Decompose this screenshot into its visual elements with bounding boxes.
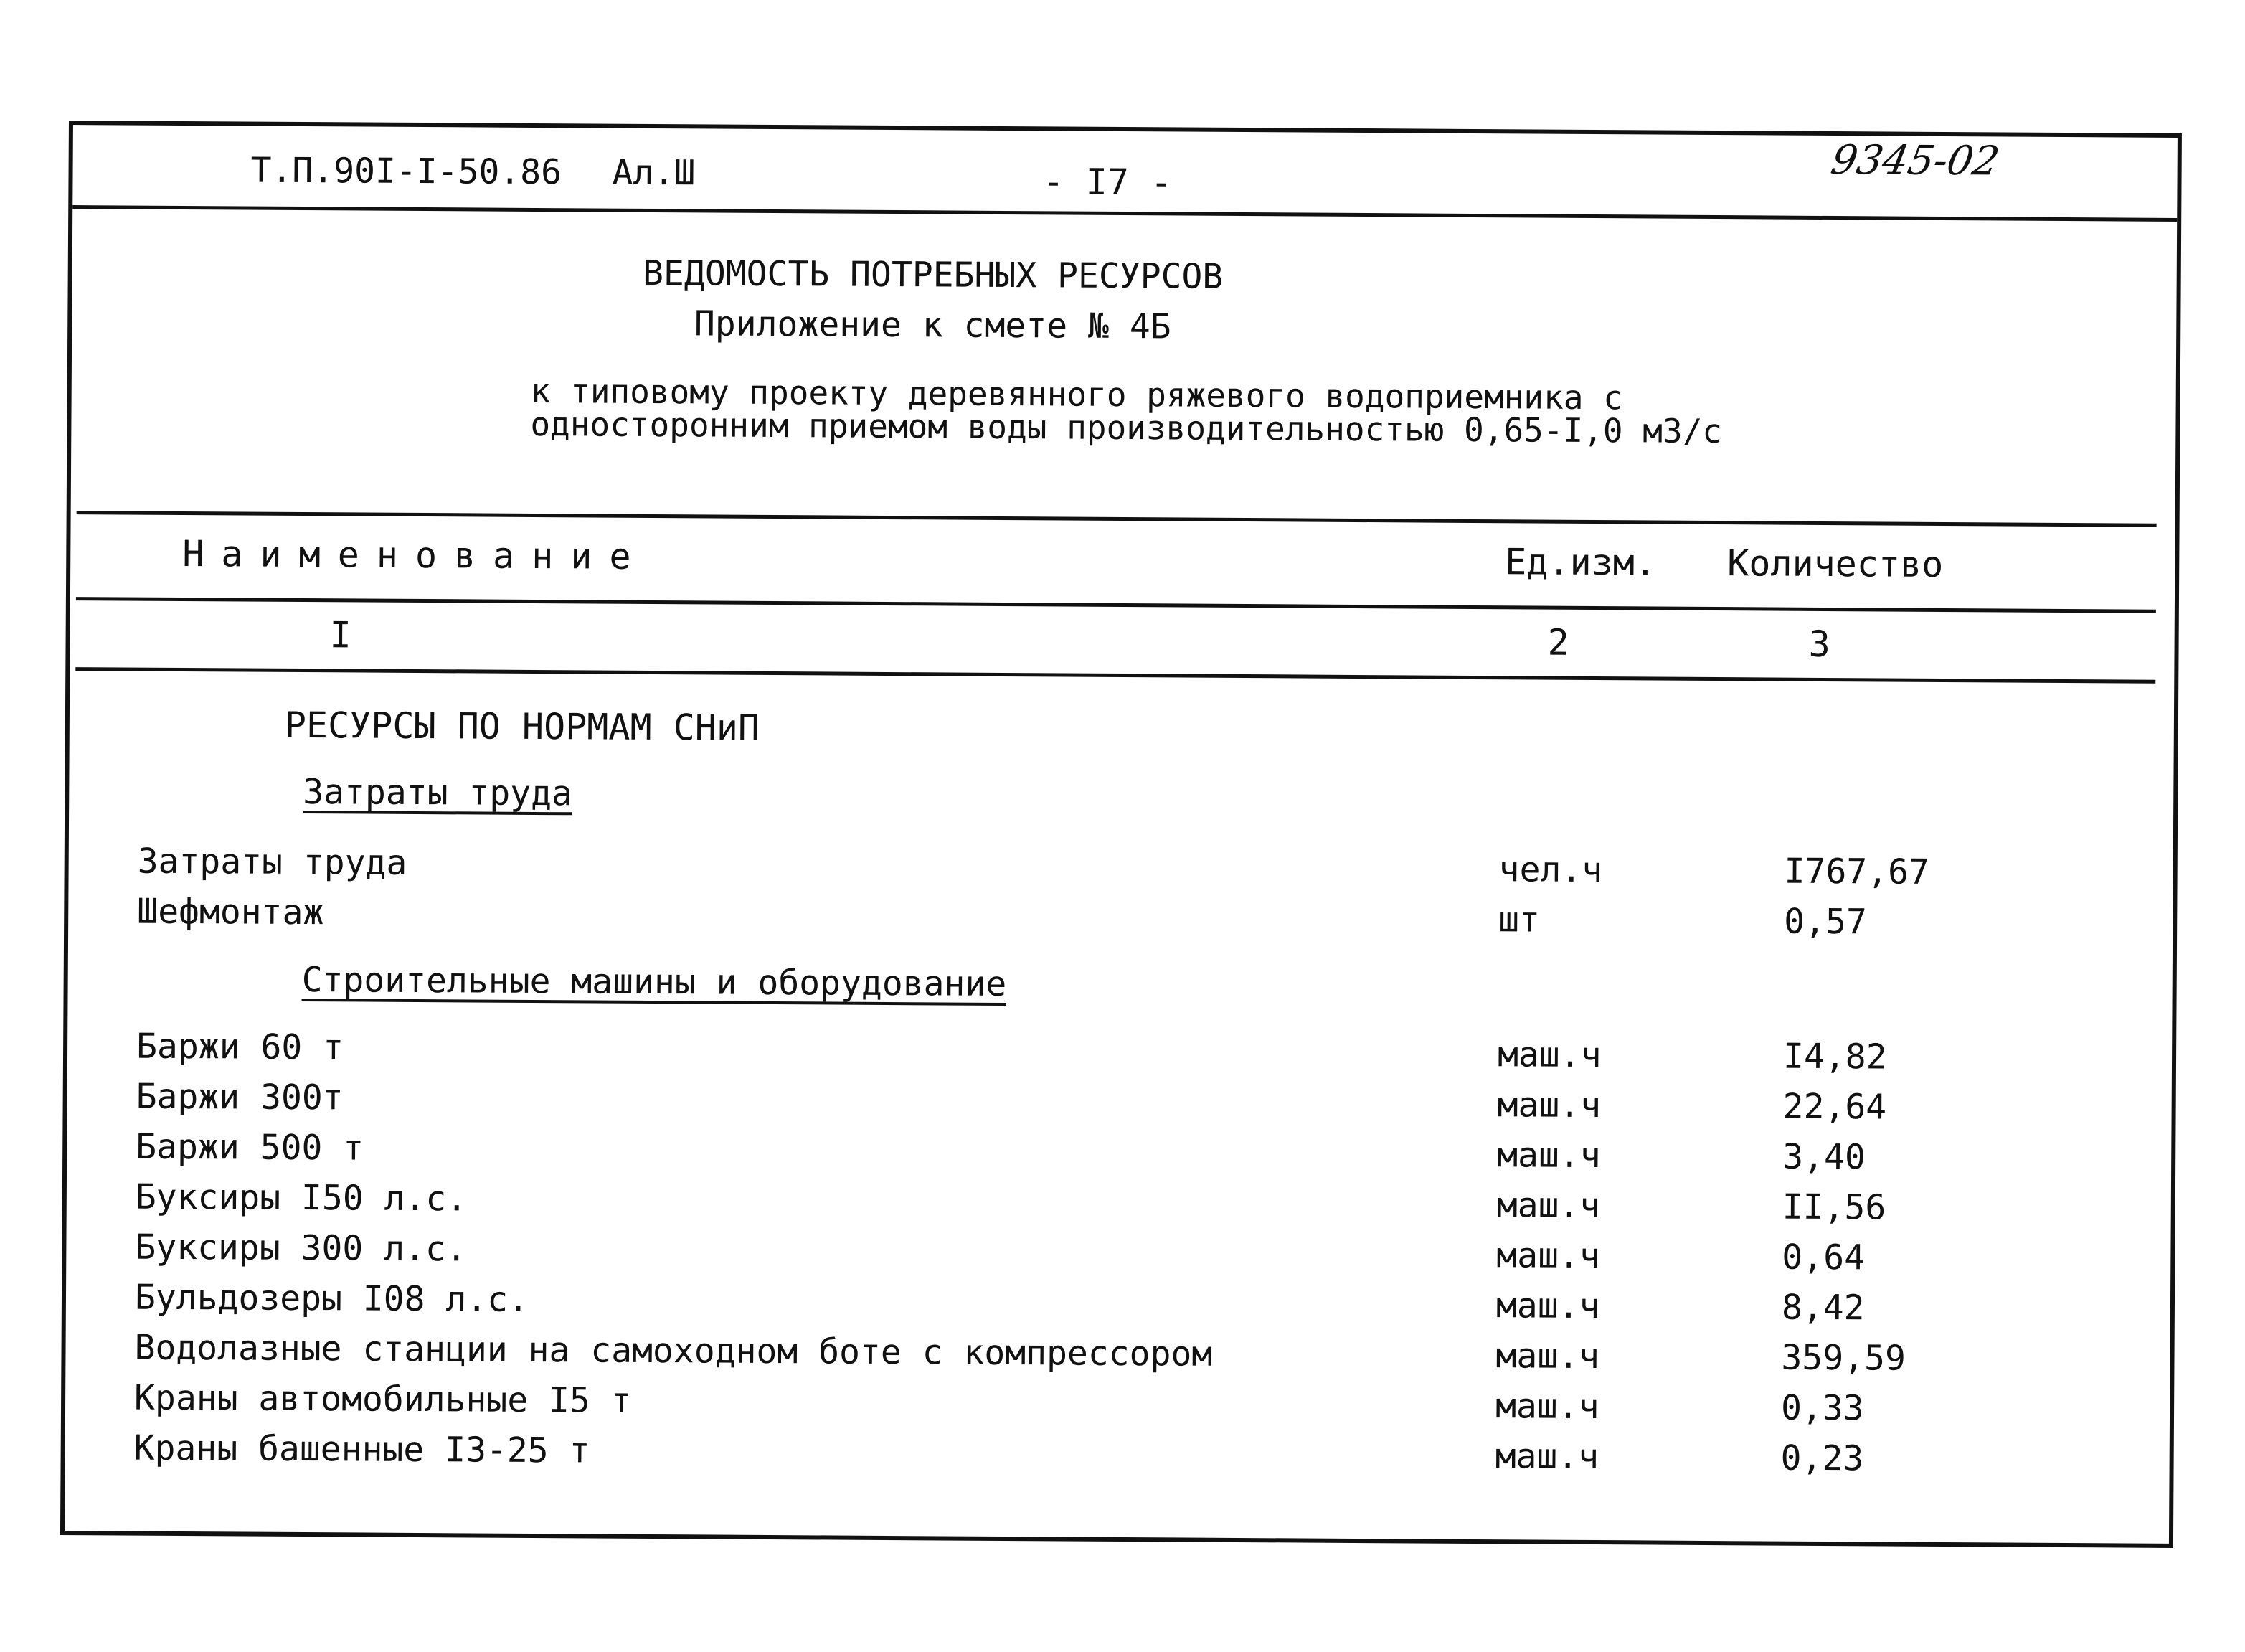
row-unit: маш.ч [1497, 1085, 1602, 1126]
table-row [65, 1427, 2169, 1488]
table-row [67, 1076, 2171, 1136]
row-name: Бульдозеры I08 л.с. [134, 1277, 529, 1320]
column-number-3: 3 [1808, 623, 1830, 666]
table-top-rule [77, 511, 2157, 527]
header-bar [72, 125, 2178, 222]
row-quantity: I767,67 [1784, 851, 1930, 892]
row-unit: маш.ч [1495, 1386, 1599, 1427]
row-name: Водолазные станции на самоходном боте с компрессором [134, 1327, 1213, 1374]
row-unit: маш.ч [1495, 1436, 1599, 1478]
row-unit: маш.ч [1497, 1135, 1601, 1176]
row-quantity: 0,33 [1780, 1387, 1864, 1429]
table-header-rule [76, 597, 2156, 613]
group-title-labour: Затраты труда [303, 772, 573, 814]
table-row [67, 1026, 2172, 1086]
album-number: Ал.Ш [612, 152, 696, 194]
row-name: Баржи 500 т [136, 1126, 364, 1169]
row-name: Буксиры I50 л.с. [135, 1176, 468, 1219]
row-unit: маш.ч [1497, 1034, 1602, 1076]
row-quantity: 359,59 [1781, 1337, 1906, 1379]
row-name: Баржи 300т [136, 1076, 344, 1118]
row-quantity: II,56 [1782, 1186, 1886, 1228]
row-name: Шефмонтаж [137, 891, 324, 933]
row-name: Баржи 60 т [136, 1026, 344, 1068]
document-code: Т.П.90I-I-50.86 [250, 150, 562, 193]
row-unit: маш.ч [1495, 1285, 1600, 1327]
table-numbers-rule [75, 667, 2155, 684]
table-row [66, 1277, 2170, 1337]
row-name: Затраты труда [137, 841, 407, 883]
row-name: Буксиры 300 л.с. [135, 1227, 467, 1270]
table-row [68, 891, 2173, 951]
row-unit: шт [1498, 900, 1541, 940]
section-title: РЕСУРСЫ ПО НОРМАМ СНиП [284, 704, 760, 749]
row-unit: чел.ч [1498, 849, 1603, 891]
document-appendix: Приложение к смете № 4Б [694, 303, 1171, 347]
row-quantity: 3,40 [1782, 1136, 1866, 1178]
column-number-1: I [329, 614, 351, 656]
row-quantity: 0,64 [1782, 1237, 1866, 1278]
document-subtitle-line1: к типовому проекту деревянного ряжевого водоприемника с [530, 371, 1624, 417]
row-quantity: 0,23 [1780, 1438, 1864, 1479]
document-title: ВЕДОМОСТЬ ПОТРЕБНЫХ РЕСУРСОВ [642, 252, 1224, 297]
group-title-machines: Строительные машины и оборудование [301, 960, 1007, 1005]
table-row [65, 1327, 2170, 1387]
document-frame [60, 121, 2182, 1548]
table-row [67, 1126, 2171, 1186]
row-quantity: I4,82 [1782, 1036, 1887, 1077]
row-unit: маш.ч [1495, 1336, 1600, 1377]
table-row [65, 1377, 2170, 1438]
table-row [66, 1227, 2170, 1287]
row-unit: маш.ч [1496, 1185, 1601, 1227]
document-subtitle-line2: односторонним приемом воды производительностью 0,65-I,0 м3/с [530, 404, 1723, 451]
table-row [68, 841, 2173, 901]
column-header-name: Наименование [182, 532, 648, 577]
column-number-2: 2 [1547, 621, 1569, 664]
row-name: Краны башенные I3-25 т [133, 1427, 590, 1471]
row-quantity: 22,64 [1782, 1086, 1887, 1128]
row-unit: маш.ч [1496, 1235, 1601, 1277]
column-header-unit: Ед.изм. [1505, 541, 1657, 584]
handwritten-stamp: 9345-02 [1827, 137, 2003, 185]
row-name: Краны автомобильные I5 т [133, 1377, 632, 1421]
column-header-quantity: Количество [1727, 542, 1944, 585]
table-row [67, 1176, 2171, 1237]
page-number: - I7 - [1042, 161, 1173, 204]
row-quantity: 8,42 [1781, 1287, 1865, 1328]
row-quantity: 0,57 [1784, 901, 1867, 943]
